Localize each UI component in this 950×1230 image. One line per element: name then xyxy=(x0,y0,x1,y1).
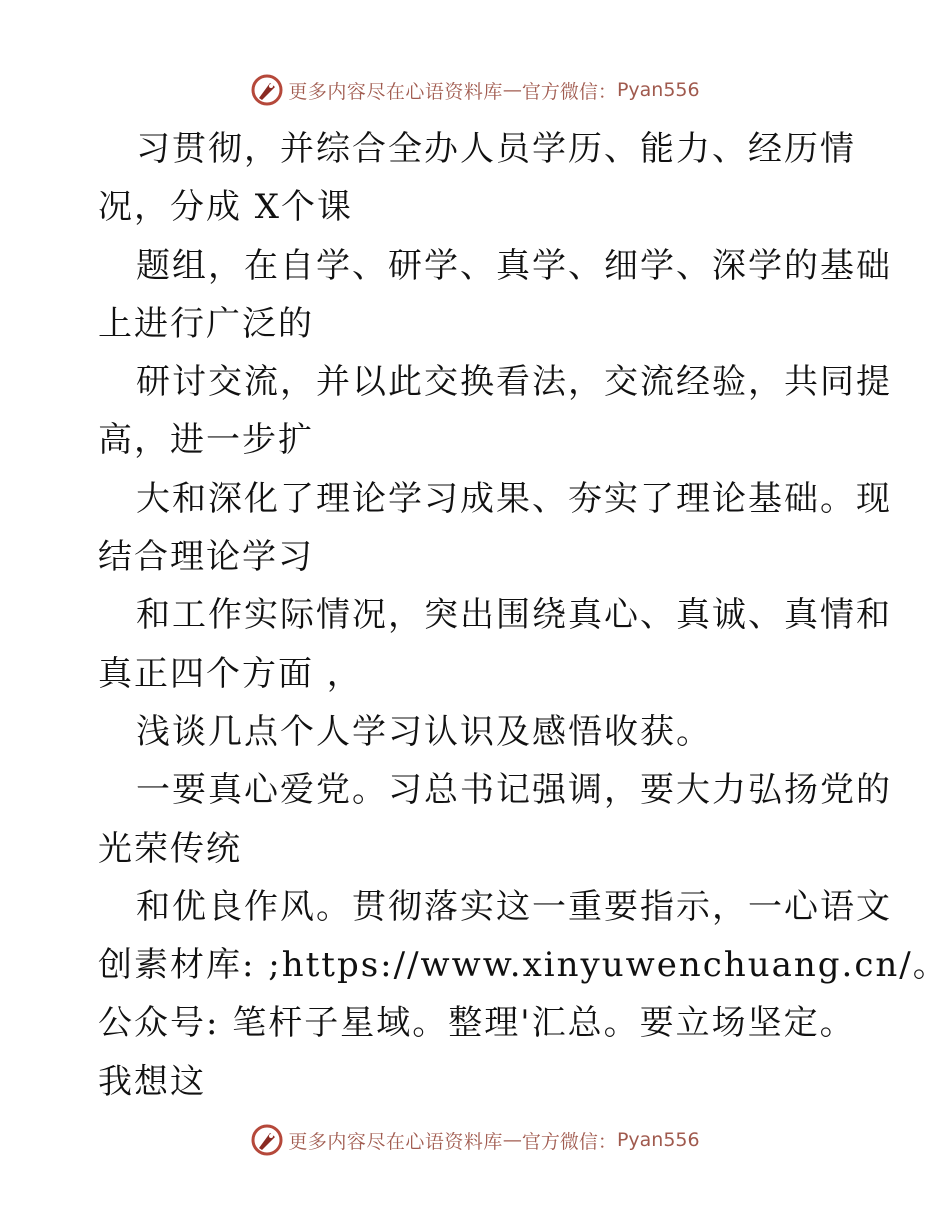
wechat-id: Pyan556 xyxy=(616,1129,700,1151)
body-line: 真正四个方面 ， xyxy=(98,653,363,694)
body-line: 习贯彻，并综合全办人员学历、能力、经历情 xyxy=(136,129,856,169)
banner-separator: — xyxy=(502,1129,522,1151)
body-line: 一要真心爱党。习总书记强调，要大力弘扬党的 xyxy=(136,770,892,811)
banner-text: 更多内容尽在心语资料库 xyxy=(288,1130,503,1153)
body-line: 研讨交流，并以此交换看法，交流经验，共同提 xyxy=(136,362,892,403)
body-line: 光荣传统 xyxy=(98,828,242,869)
pen-nib-logo-icon xyxy=(250,73,284,107)
banner-separator: — xyxy=(502,79,522,101)
pen-nib-logo-icon xyxy=(250,1123,284,1157)
body-line: 浅谈几点个人学习认识及感悟收获。 xyxy=(136,711,712,752)
wechat-label: 官方微信： xyxy=(521,80,617,103)
body-line: 大和深化了理论学习成果、夯实了理论基础。现 xyxy=(136,478,892,519)
document-body xyxy=(98,120,949,1111)
body-line: 结合理论学习 xyxy=(98,537,314,578)
footer-banner xyxy=(0,1120,950,1160)
header-banner xyxy=(0,70,950,110)
wechat-label: 官方微信： xyxy=(521,1130,617,1153)
body-line: 题组，在自学、研学、真学、细学、深学的基础 xyxy=(136,245,892,286)
body-line: 上进行广泛的 xyxy=(98,303,314,344)
wechat-id: Pyan556 xyxy=(616,79,700,101)
banner-text: 更多内容尽在心语资料库 xyxy=(288,80,503,103)
body-line: 和工作实际情况，突出围绕真心、真诚、真情和 xyxy=(136,595,892,636)
body-line: 我想这 xyxy=(98,1061,206,1102)
body-line: 高，进一步扩 xyxy=(98,420,314,461)
body-line: 公众号: 笔杆子星域。整理'汇总。要立场坚定。 xyxy=(98,1003,856,1044)
body-line: 创素材库: ;https://www.xinyuwenchuang.cn/。 xyxy=(98,945,949,986)
body-line: 况，分成 X个课 xyxy=(98,187,354,228)
body-line: 和优良作风。贯彻落实这一重要指示，一心语文 xyxy=(136,886,892,927)
